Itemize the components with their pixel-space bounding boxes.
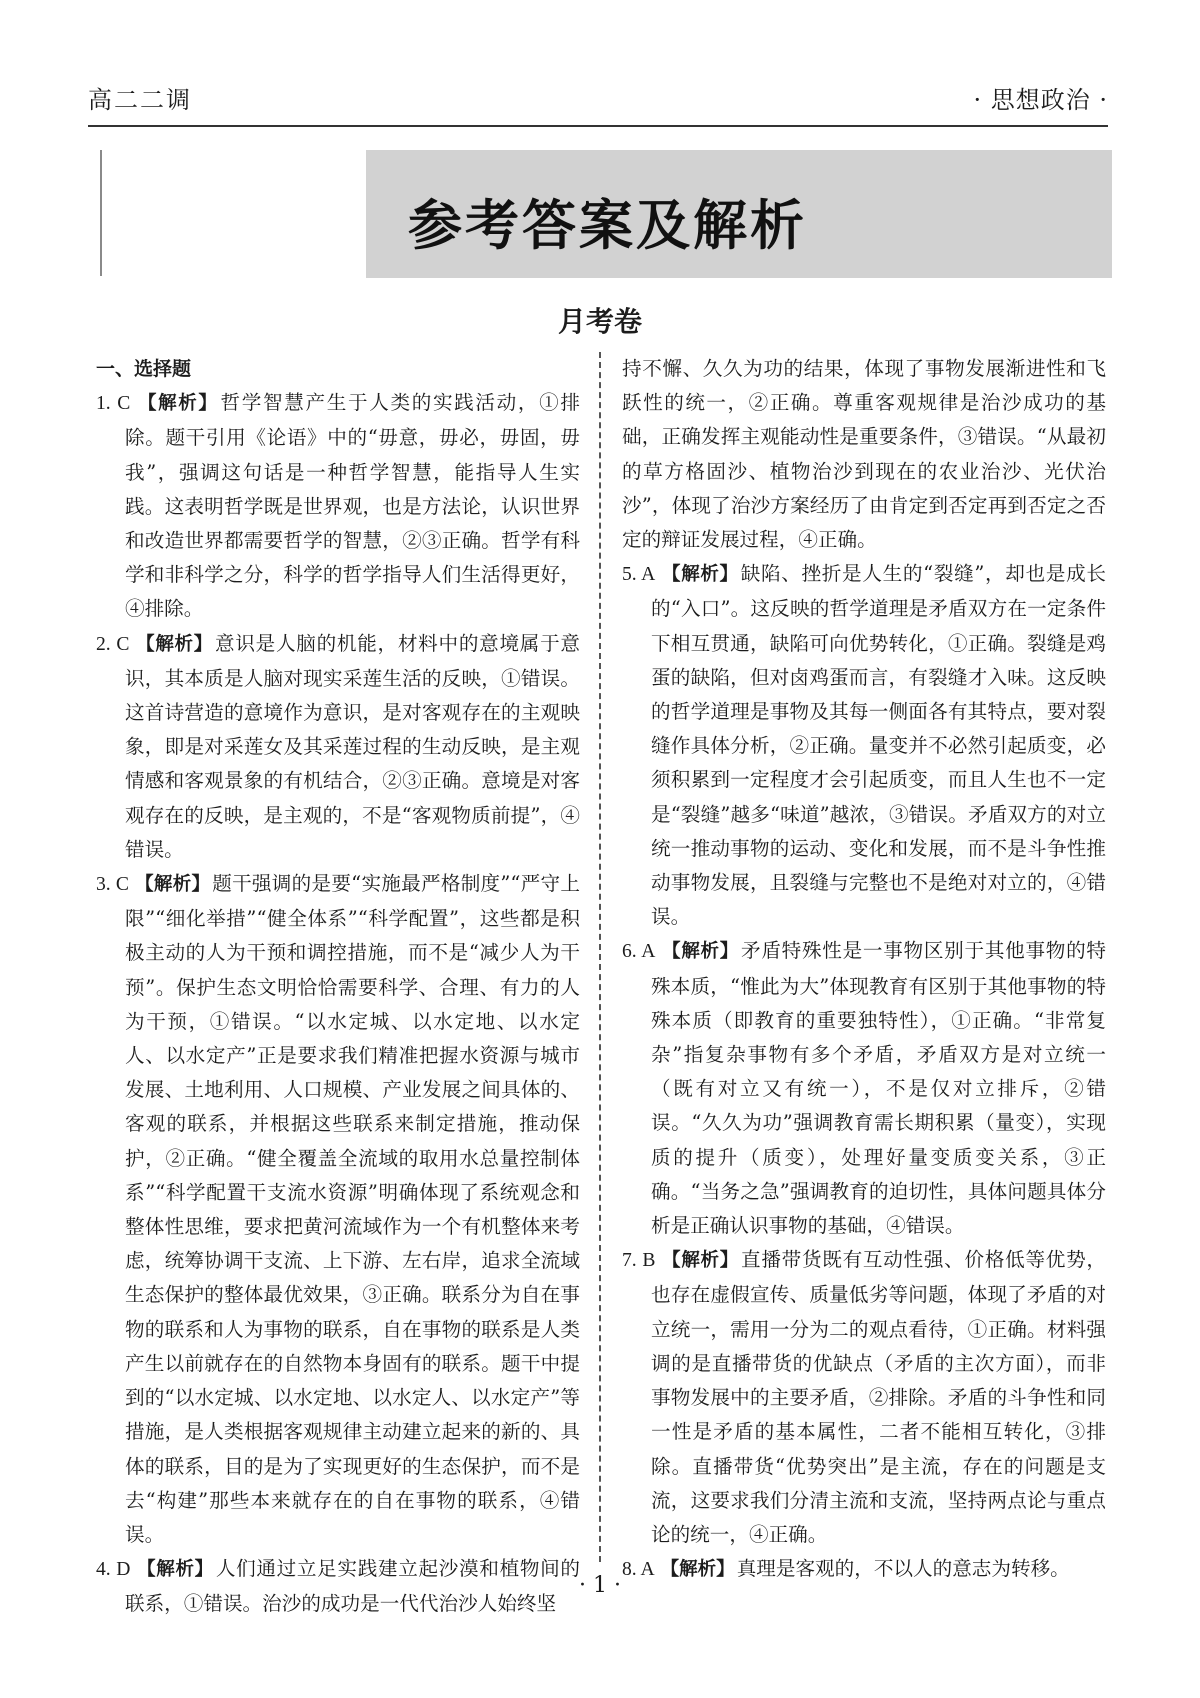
answer-explanation: 真理是客观的，不以人的意志为转移。 (736, 1557, 1070, 1581)
header-subject-label: · 思想政治 · (973, 86, 1108, 114)
part-heading: 一、选择题 (96, 358, 192, 380)
answer-item (96, 627, 580, 867)
analysis-tag: 【解析】 (661, 564, 739, 586)
answer-item (622, 934, 1106, 1243)
header-grade-label: 高二二调 (88, 86, 192, 114)
column-divider (599, 352, 601, 1562)
answer-explanation: 题干强调的是要“实施最严格制度”“严守上限”“细化举措”“健全体系”“科学配置”，这些都是积极主动的人为干预和调控措施，而不是“减少人为干预”。保护生态文明恰恰需要科学、合理、有力的人为干预，①错误。“以水定城、以水定地、以水定人、以水定产”正是要求我们精准把握水资源与城市发展、土地利用、人口规模、产业发展之间具体的、客观的联系，并根据这些联系来制定措施，推动保护，②正确。“健全覆盖全流域的取用水总量控制体系”“科学配置干支流水资源”明确体现了系统观念和整体性思维，要求把黄河流域作为一个有机整体来考虑，统筹协调干支流、上下游、左右岸，追求全流域生态保护的整体最优效果，③正确。联系分为自在事物的联系和人为事物的联系，自在事物的联系是人类产生以前就存在的自然物本身固有的联系。题干中提到的“以水定城、以水定地、以水定人、以水定产”等措施，是人类根据客观规律主动建立起来的新的、具体的联系，目的是为了实现更好的生态保护，而不是去“构建”那些本来就存在的自在事物的联系，④错误。 (125, 872, 580, 1546)
answer-number: 1. C (96, 393, 131, 415)
answer-explanation: 意识是人脑的机能，材料中的意境属于意识，其本质是人脑对现实采莲生活的反映，①错误。这首诗营造的意境作为意识，是对客观存在的主观映象，即是对采莲女及其采莲过程的生动反映，是主观情感和客观景象的有机结合，②③正确。意境是对客观存在的反映，是主观的，不是“客观物质前提”，④错误。 (125, 631, 580, 861)
right-answer-list (622, 557, 1106, 1587)
answer-explanation: 直播带货既有互动性强、价格低等优势，也存在虚假宣传、质量低劣等问题，体现了矛盾的对立统一，需用一分为二的观点看待，①正确。材料强调的是直播带货的优缺点（矛盾的主次方面），而非事物发展中的主要矛盾，②排除。矛盾的斗争性和同一性是矛盾的基本属性，二者不能相互转化，③排除。直播带货“优势突出”是主流，存在的问题是支流，这要求我们分清主流和支流，坚持两点论与重点论的统一，④正确。 (651, 1248, 1106, 1546)
header-rule (88, 125, 1108, 127)
title-accent-bar (100, 150, 102, 276)
section-title: 月考卷 (557, 305, 642, 338)
answer-explanation: 缺陷、挫折是人生的“裂缝”，却也是成长的“入口”。这反映的哲学道理是矛盾双方在一定条件下相互贯通，缺陷可向优势转化，①正确。裂缝是鸡蛋的缺陷，但对卤鸡蛋而言，有裂缝才入味。这反映的哲学道理是事物及其每一侧面各有其特点，要对裂缝作具体分析，②正确。量变并不必然引起质变，必须积累到一定程度才会引起质变，而且人生也不一定是“裂缝”越多“味道”越浓，③错误。矛盾双方的对立统一推动事物的运动、变化和发展，而不是斗争性推动事物发展，且裂缝与完整也不是绝对对立的，④错误。 (651, 562, 1106, 929)
right-column (622, 352, 1106, 1587)
analysis-tag: 【解析】 (136, 1559, 214, 1581)
analysis-tag: 【解析】 (660, 1559, 735, 1581)
page-title: 参考答案及解析 (408, 194, 807, 257)
answer-item (622, 1243, 1106, 1552)
continued-answer-text: 持不懈、久久为功的结果，体现了事物发展渐进性和飞跃性的统一，②正确。尊重客观规律是治沙成功的基础，正确发挥主观能动性是重要条件，③错误。“从最初的草方格固沙、植物治沙到现在的农业治沙、光伏治沙”，体现了治沙方案经历了由肯定到否定再到否定之否定的辩证发展过程，④正确。 (622, 357, 1106, 552)
answer-item (622, 557, 1106, 934)
page-number: · 1 · (579, 1573, 621, 1598)
answer-number: 7. B (622, 1250, 656, 1272)
analysis-tag: 【解析】 (134, 874, 211, 896)
analysis-tag: 【解析】 (136, 393, 219, 415)
analysis-tag: 【解析】 (135, 633, 214, 655)
answer-number: 6. A (622, 941, 656, 963)
answer-number: 2. C (96, 633, 130, 655)
answer-number: 8. A (622, 1559, 655, 1581)
answer-item (96, 867, 580, 1552)
answer-explanation: 哲学智慧产生于人类的实践活动，①排除。题干引用《论语》中的“毋意，毋必，毋固，毋我”，强调这句话是一种哲学智慧，能指导人生实践。这表明哲学既是世界观，也是方法论，认识世界和改造世界都需要哲学的智慧，②③正确。哲学有科学和非科学之分，科学的哲学指导人们生活得更好，④排除。 (125, 391, 580, 621)
answer-explanation: 人们通过立足实践建立起沙漠和植物间的联系，①错误。治沙的成功是一代代治沙人始终坚 (125, 1557, 580, 1616)
answer-number: 3. C (96, 874, 129, 896)
analysis-tag: 【解析】 (661, 1250, 740, 1272)
left-answer-list (96, 386, 580, 1621)
left-column (96, 352, 580, 1622)
analysis-tag: 【解析】 (661, 941, 740, 963)
answer-explanation: 矛盾特殊性是一事物区别于其他事物的特殊本质，“惟此为大”体现教育有区别于其他事物的特殊本质（即教育的重要独特性），①正确。“非常复杂”指复杂事物有多个矛盾，矛盾双方是对立统一（既有对立又有统一），不是仅对立排斥，②错误。“久久为功”强调教育需长期积累（量变），实现质的提升（质变），处理好量变质变关系，③正确。“当务之急”强调教育的迫切性，具体问题具体分析是正确认识事物的基础，④错误。 (651, 939, 1106, 1238)
answer-number: 4. D (96, 1559, 131, 1581)
answer-item (96, 386, 580, 626)
answer-number: 5. A (622, 564, 656, 586)
